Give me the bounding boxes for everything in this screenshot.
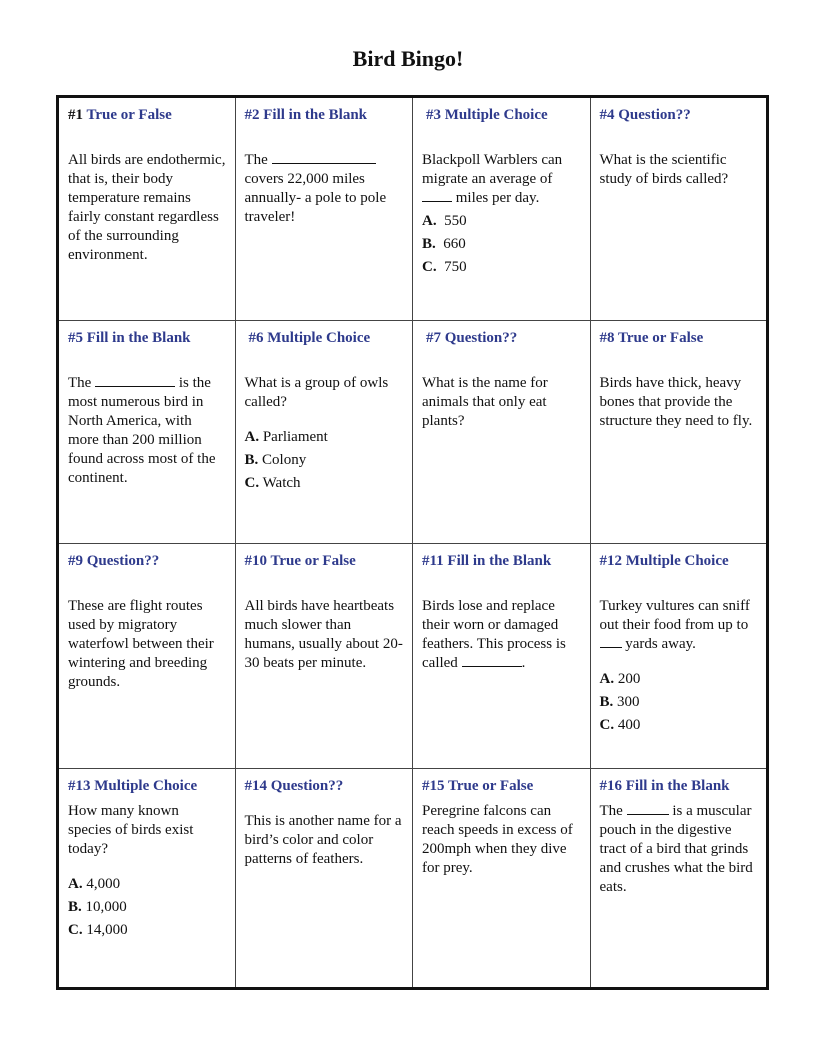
cell-text-pre: The bbox=[599, 803, 627, 819]
option-a: A. 200 bbox=[599, 671, 641, 687]
cell-header: #11 Fill in the Blank bbox=[422, 553, 552, 569]
cell-text-post: . bbox=[521, 655, 526, 671]
cell-text: Birds have thick, heavy bones that provide the structure they need to fly. bbox=[599, 375, 753, 429]
cell-header: #5 Fill in the Blank bbox=[68, 330, 191, 346]
cell-text bbox=[68, 374, 226, 488]
cell-header: #3 Multiple Choice bbox=[426, 107, 548, 123]
option-b: B. 660 bbox=[422, 236, 466, 252]
bingo-cell-6 bbox=[235, 321, 413, 544]
cell-text: What is the name for animals that only eat plants? bbox=[422, 375, 548, 429]
cell-text bbox=[422, 597, 581, 673]
cell-header: #16 Fill in the Blank bbox=[599, 778, 730, 794]
bingo-cell-5 bbox=[58, 321, 236, 544]
cell-text: What is a group of owls called? bbox=[244, 375, 389, 410]
bingo-cell-9 bbox=[58, 544, 236, 769]
answer-blank bbox=[600, 635, 622, 648]
cell-text bbox=[600, 597, 758, 654]
cell-text-pre: Birds lose and replace their worn or damaged feathers. This process is called bbox=[422, 598, 566, 671]
option-b: B. 300 bbox=[599, 694, 640, 710]
bingo-cell-12 bbox=[590, 544, 768, 769]
cell-header: #7 Question?? bbox=[426, 330, 518, 346]
option-a: A. 4,000 bbox=[68, 876, 121, 892]
option-b: B. 10,000 bbox=[68, 899, 127, 915]
option-a: A. Parliament bbox=[244, 429, 328, 445]
cell-text: These are flight routes used by migratory waterfowl between their wintering and breeding grounds. bbox=[68, 598, 214, 690]
answer-options bbox=[600, 670, 758, 735]
answer-blank bbox=[95, 374, 175, 387]
option-c: C. 14,000 bbox=[68, 922, 128, 938]
cell-header: #2 Fill in the Blank bbox=[244, 107, 368, 123]
cell-text-post: is a muscular pouch in the digestive tract of a bird that grinds and crushes what the bird eats. bbox=[599, 803, 753, 895]
cell-text-post: yards away. bbox=[621, 636, 696, 652]
cell-header: #15 True or False bbox=[422, 778, 534, 794]
cell-text: All birds have heartbeats much slower than humans, usually about 20-30 beats per minute. bbox=[244, 598, 403, 671]
option-a: A. 550 bbox=[422, 213, 467, 229]
cell-text-post: is the most numerous bird in North America, with more than 200 million found across most of the continent. bbox=[68, 375, 216, 486]
bingo-cell-10 bbox=[235, 544, 413, 769]
cell-number: #1 bbox=[68, 107, 83, 123]
bingo-cell-2 bbox=[235, 97, 413, 321]
cell-text bbox=[245, 151, 404, 227]
cell-text: What is the scientific study of birds called? bbox=[599, 152, 729, 187]
cell-text-pre: Turkey vultures can sniff out their food from up to bbox=[599, 598, 750, 633]
cell-text: Peregrine falcons can reach speeds in excess of 200mph when they dive for prey. bbox=[422, 803, 573, 876]
cell-header: #14 Question?? bbox=[244, 778, 344, 794]
answer-blank bbox=[272, 151, 376, 164]
bingo-cell-3 bbox=[413, 97, 591, 321]
answer-blank bbox=[627, 802, 669, 815]
cell-text-pre: The bbox=[68, 375, 96, 391]
cell-text: This is another name for a bird’s color and color patterns of feathers. bbox=[244, 813, 402, 867]
option-c: C. 400 bbox=[599, 717, 641, 733]
cell-header: #9 Question?? bbox=[68, 553, 160, 569]
bingo-cell-13 bbox=[58, 769, 236, 989]
cell-header: #8 True or False bbox=[599, 330, 704, 346]
cell-header: #4 Question?? bbox=[599, 107, 691, 123]
page-title: Bird Bingo! bbox=[352, 46, 464, 71]
bingo-cell-4 bbox=[590, 97, 768, 321]
bingo-cell-7 bbox=[413, 321, 591, 544]
option-c: C. Watch bbox=[244, 475, 301, 491]
cell-text-post: miles per day. bbox=[452, 190, 540, 206]
bingo-cell-16 bbox=[590, 769, 768, 989]
cell-header: #6 Multiple Choice bbox=[248, 330, 371, 346]
bingo-grid bbox=[56, 95, 769, 990]
cell-text: How many known species of birds exist today? bbox=[68, 803, 194, 857]
cell-header: #10 True or False bbox=[244, 553, 356, 569]
option-b: B. Colony bbox=[244, 452, 307, 468]
cell-text bbox=[600, 802, 758, 897]
answer-blank bbox=[422, 189, 452, 202]
bingo-cell-15 bbox=[413, 769, 591, 989]
cell-header: #12 Multiple Choice bbox=[599, 553, 729, 569]
answer-options bbox=[422, 212, 581, 277]
cell-text-pre: Blackpoll Warblers can migrate an average of bbox=[422, 152, 563, 187]
cell-header: #13 Multiple Choice bbox=[68, 778, 198, 794]
bingo-cell-1 bbox=[58, 97, 236, 321]
bingo-cell-8 bbox=[590, 321, 768, 544]
answer-options bbox=[245, 428, 404, 493]
cell-text bbox=[422, 151, 581, 208]
cell-text: All birds are endothermic, that is, their body temperature remains fairly constant regardless of the surrounding environment. bbox=[68, 152, 226, 263]
cell-header bbox=[68, 106, 226, 125]
answer-options bbox=[68, 875, 226, 940]
answer-blank bbox=[462, 654, 522, 667]
bingo-cell-11 bbox=[413, 544, 591, 769]
option-c: C. 750 bbox=[422, 259, 467, 275]
cell-text-pre: The bbox=[244, 152, 272, 168]
bingo-cell-14 bbox=[235, 769, 413, 989]
cell-category: True or False bbox=[83, 107, 172, 123]
cell-text-post: covers 22,000 miles annually- a pole to pole traveler! bbox=[244, 171, 387, 225]
